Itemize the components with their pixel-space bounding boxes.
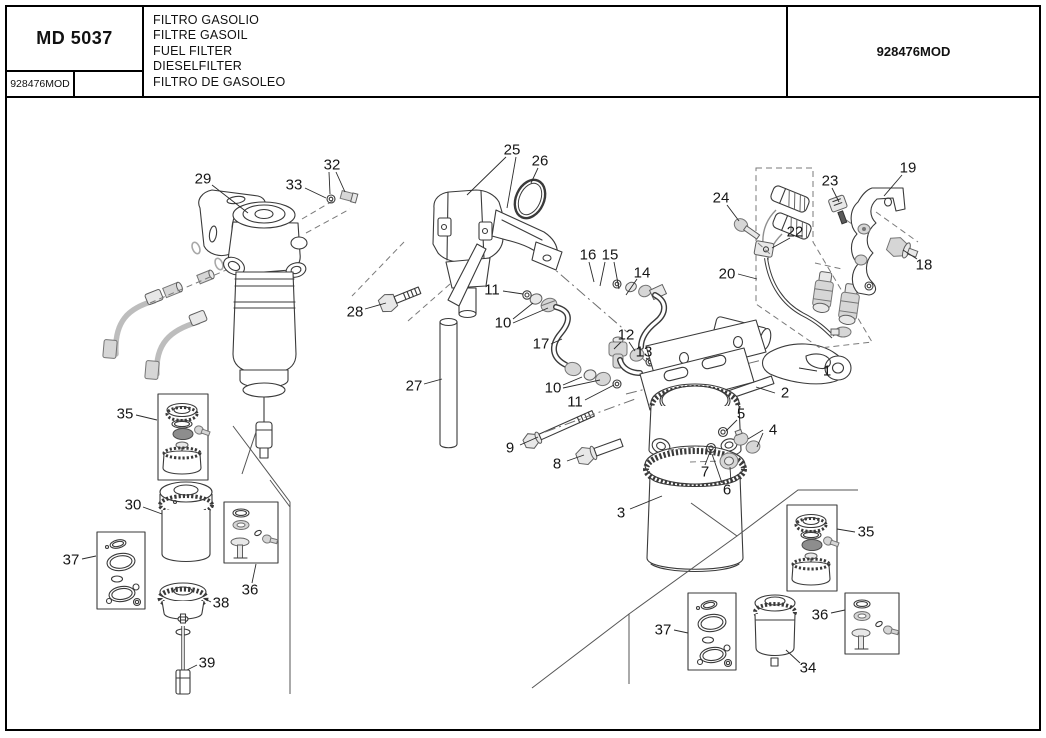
leader-line-10 — [563, 380, 600, 388]
kit-37-right — [688, 593, 736, 670]
callout-36: 36 — [241, 581, 259, 599]
leader-line-37 — [674, 630, 688, 633]
leader-line-24 — [727, 205, 739, 221]
callout-23: 23 — [821, 172, 839, 190]
leader-line-10 — [513, 308, 548, 323]
leader-line-37 — [82, 556, 96, 559]
callout-8: 8 — [552, 455, 562, 473]
part-24-bolt — [732, 216, 762, 242]
kit-35-left — [158, 394, 211, 480]
callout-11: 11 — [567, 393, 583, 411]
leader-line-11 — [503, 291, 523, 294]
leader-line-39 — [187, 665, 197, 670]
callout-4: 4 — [768, 421, 778, 439]
callout-34: 34 — [799, 659, 817, 677]
callout-2: 2 — [780, 384, 790, 402]
callout-10: 10 — [494, 314, 512, 332]
leader-line-33 — [305, 188, 326, 198]
part-9-bolt — [521, 406, 596, 451]
callout-20: 20 — [718, 265, 736, 283]
part-1-arm — [763, 344, 852, 384]
part-8-bolt — [574, 434, 624, 467]
leader-line-36 — [831, 610, 845, 613]
callout-7: 7 — [700, 463, 710, 481]
doc-code-right: 928476MOD — [876, 44, 951, 59]
callout-33: 33 — [285, 176, 303, 194]
header-left-cell — [7, 7, 144, 96]
callout-30: 30 — [124, 496, 142, 514]
callout-27: 27 — [405, 377, 423, 395]
part-28-bolt — [377, 282, 423, 314]
part-26-gasket — [509, 175, 551, 223]
part-29-filter-assembly — [103, 190, 358, 458]
leader-line-15 — [614, 262, 619, 289]
doc-code-left: 928476MOD — [7, 72, 75, 96]
callout-6: 6 — [722, 481, 732, 499]
callout-37: 37 — [654, 621, 672, 639]
leader-line-34 — [786, 650, 800, 663]
callout-19: 19 — [899, 159, 917, 177]
leader-line-20 — [738, 274, 757, 279]
callout-9: 9 — [505, 439, 515, 457]
callout-18: 18 — [915, 256, 933, 274]
callout-24: 24 — [712, 189, 730, 207]
callout-22: 22 — [786, 223, 804, 241]
callout-5: 5 — [736, 405, 746, 423]
title-line-fr: FILTRE GASOIL — [153, 28, 248, 43]
callout-35: 35 — [857, 523, 875, 541]
header-left-bottom — [7, 72, 142, 96]
callout-15: 15 — [601, 246, 619, 264]
callout-1: 1 — [822, 362, 832, 380]
leader-line-35 — [837, 529, 855, 532]
part-30-cartridge — [160, 482, 212, 562]
callout-11: 11 — [484, 281, 500, 299]
leader-line-25 — [467, 157, 506, 195]
callout-25: 25 — [503, 141, 521, 159]
title-line-de: DIESELFILTER — [153, 59, 242, 74]
title-block — [144, 7, 788, 96]
callout-14: 14 — [633, 264, 651, 282]
title-line-it: FILTRO GASOLIO — [153, 13, 260, 27]
kit-36-left — [224, 502, 278, 563]
callout-12: 12 — [617, 326, 635, 344]
leader-line-15 — [600, 262, 605, 286]
leader-line-10 — [513, 303, 533, 319]
callout-16: 16 — [579, 246, 597, 264]
callout-35: 35 — [116, 405, 134, 423]
leader-line-2 — [756, 387, 775, 393]
callout-32: 32 — [323, 156, 341, 174]
leader-line-32 — [336, 172, 345, 192]
leader-line-36 — [252, 564, 256, 583]
part-23-sensor — [828, 195, 852, 226]
leader-line-32 — [329, 172, 330, 194]
page-frame — [5, 5, 1041, 731]
leader-line-10 — [563, 377, 582, 385]
leader-line-11 — [585, 385, 614, 400]
kit-35-right — [787, 505, 840, 591]
part-25-fuel-pump — [352, 175, 627, 448]
callout-36: 36 — [811, 606, 829, 624]
callout-26: 26 — [531, 152, 549, 170]
callout-38: 38 — [212, 594, 230, 612]
part-34-element — [755, 595, 795, 666]
part-39-sensor — [176, 614, 190, 694]
leader-line-16 — [589, 262, 594, 282]
callout-28: 28 — [346, 303, 364, 321]
callout-3: 3 — [616, 504, 626, 522]
callout-13: 13 — [635, 343, 653, 361]
title-line-en: FUEL FILTER — [153, 43, 233, 58]
kit-37-left — [97, 532, 145, 609]
part-27-tube — [440, 319, 457, 448]
kit-36-right — [845, 593, 899, 654]
model-code: MD 5037 — [7, 7, 142, 72]
exploded-diagram — [7, 98, 1039, 729]
callout-10: 10 — [544, 379, 562, 397]
part-22-clamp — [754, 241, 774, 258]
leader-line-27 — [424, 379, 442, 384]
leader-line-35 — [136, 415, 157, 420]
callout-29: 29 — [194, 170, 212, 188]
header — [7, 7, 1039, 98]
title-line-es: FILTRO DE GASOLEO — [153, 74, 286, 89]
wiring-harness-group — [732, 168, 920, 348]
callout-17: 17 — [532, 335, 550, 353]
callout-39: 39 — [198, 654, 216, 672]
empty-cell — [75, 72, 142, 96]
callout-37: 37 — [62, 551, 80, 569]
